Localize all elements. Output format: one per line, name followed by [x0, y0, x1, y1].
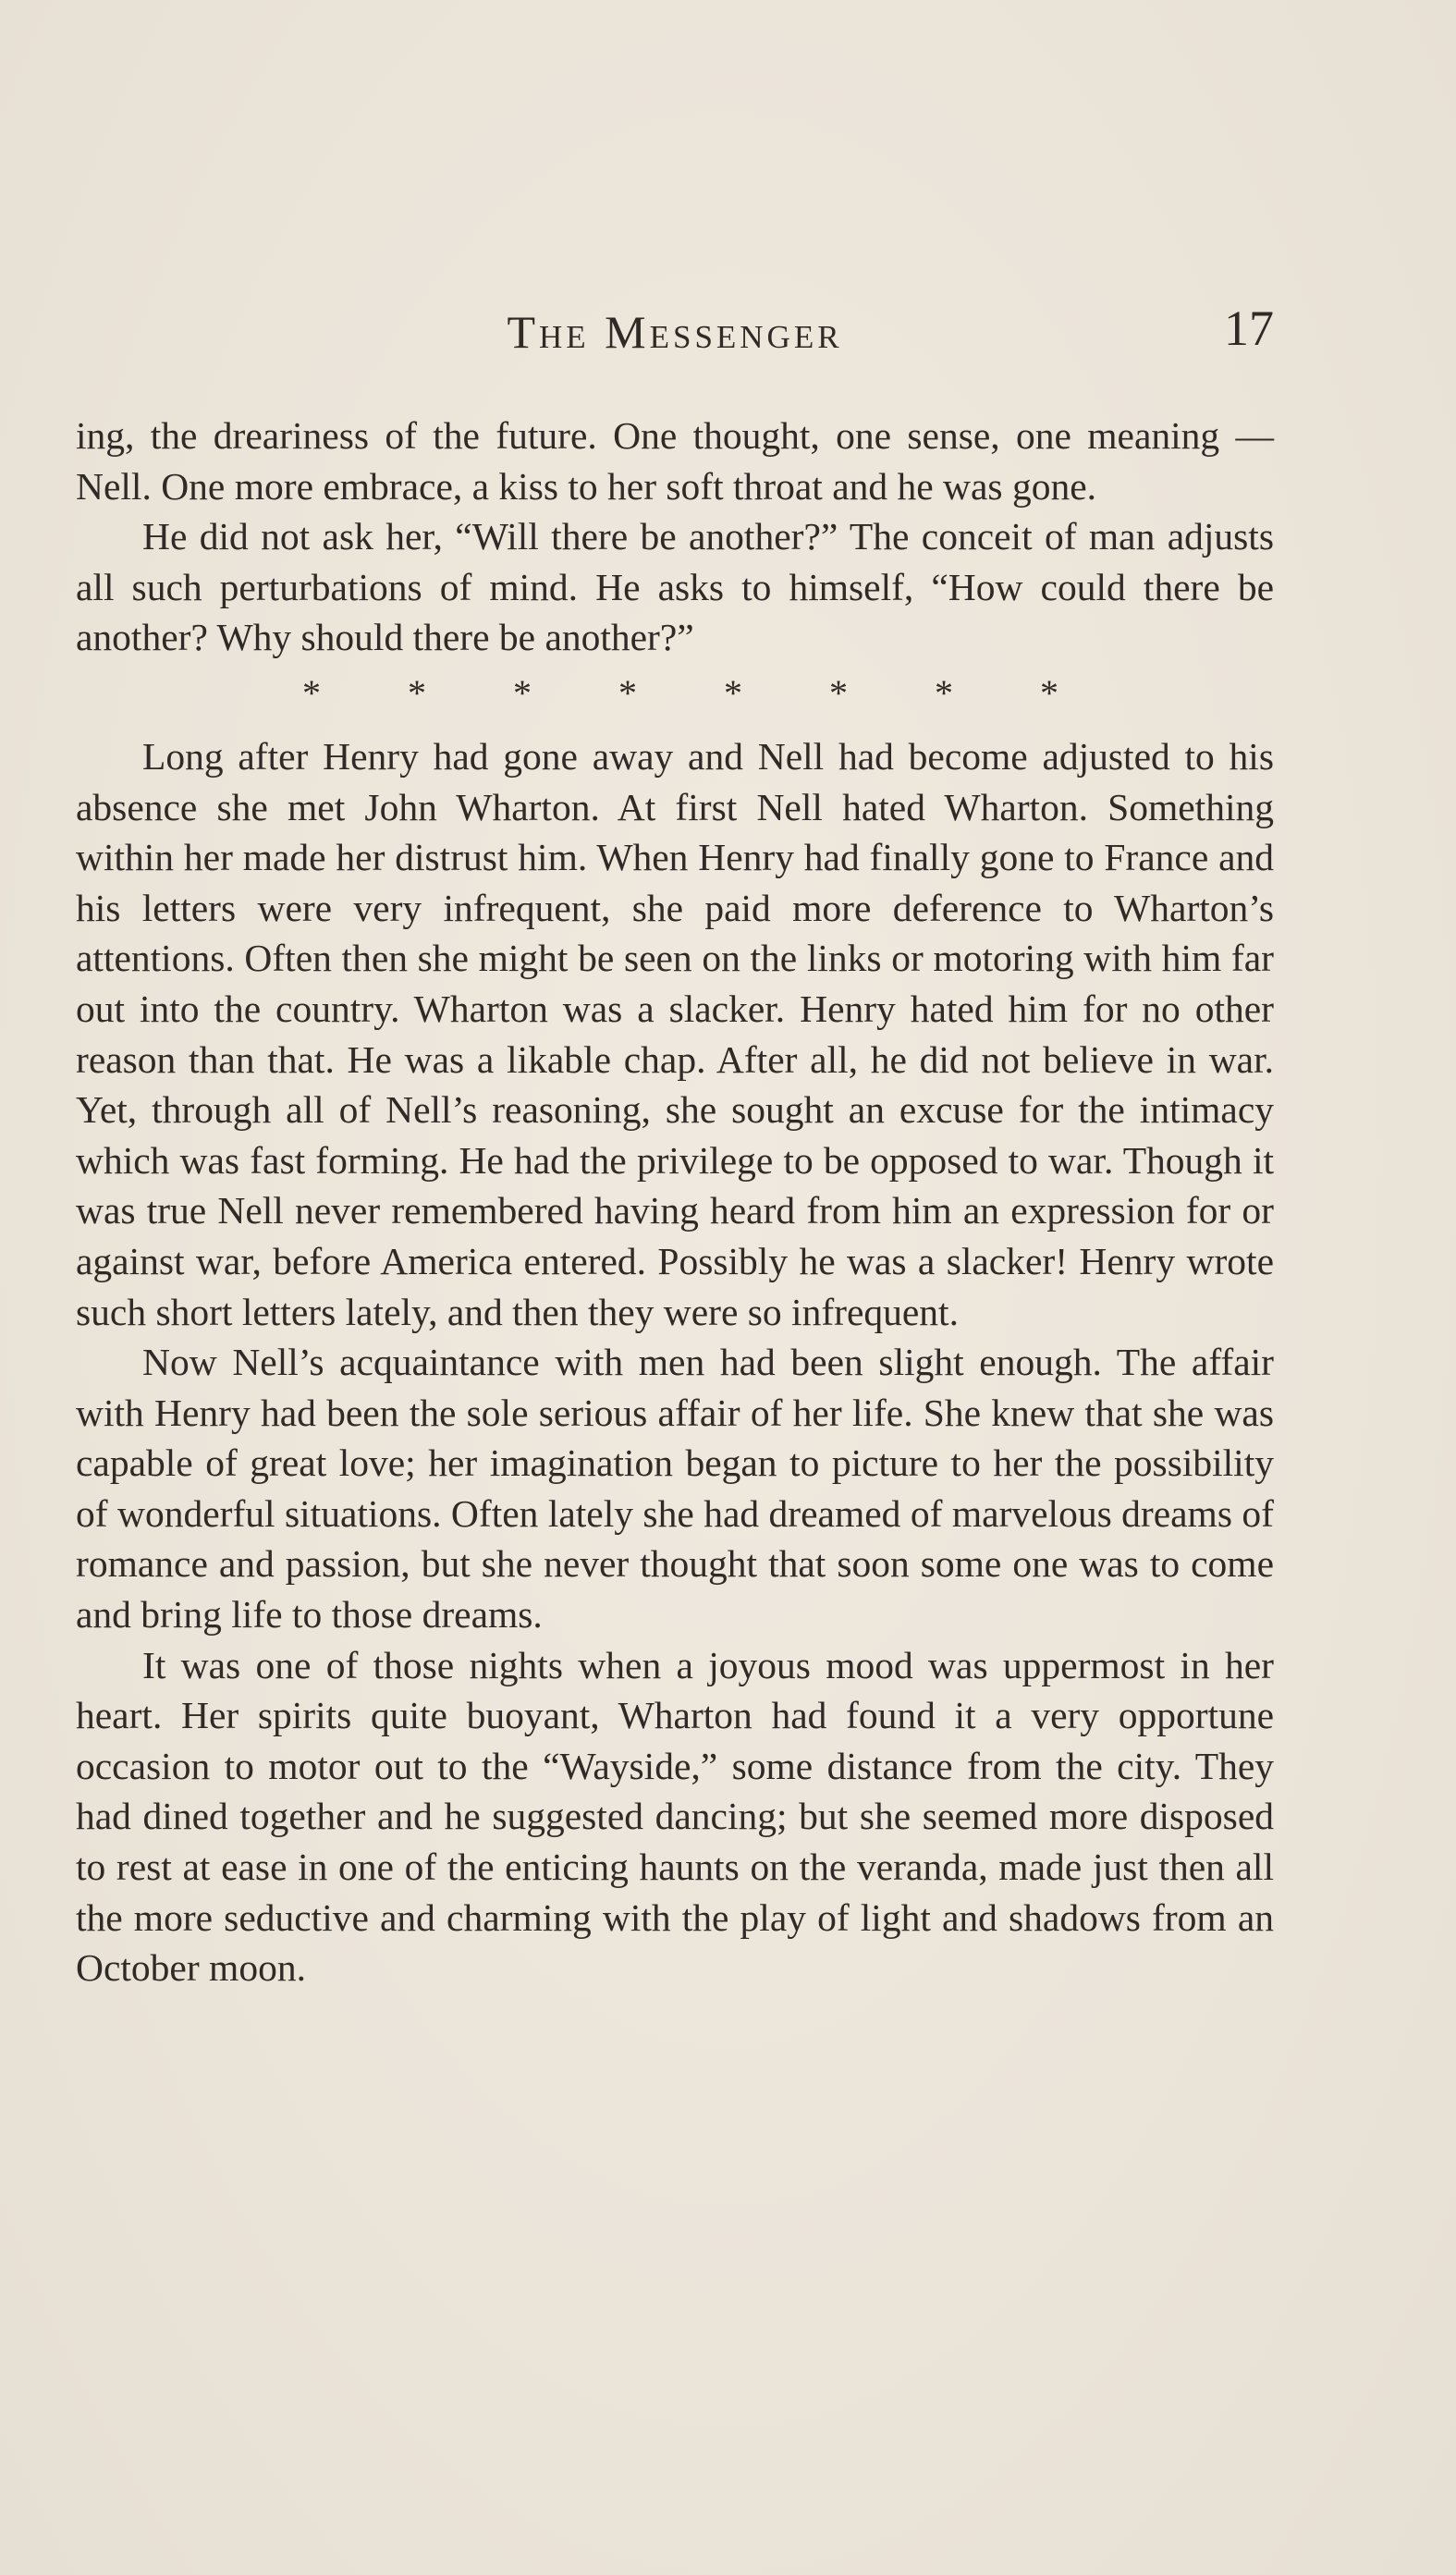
paragraph: He did not ask her, “Will there be another?” The conceit of man adjusts all such perturbations of mind. He asks to himself, “How could there be another? Why should there be another?”	[76, 515, 1274, 659]
running-title: The Messenger	[507, 306, 843, 358]
page-number: 17	[1224, 300, 1274, 356]
paragraph: Long after Henry had gone away and Nell had become adjusted to his absence she met John Wharton. At first Nell hated Wharton. Something within her made her distrust him. When Henry had finally gone to France and his letters were very infrequent, she paid more deference to Wharton’s attentions. Often then she might be seen on the links or motoring with him far out into the country. Wharton was a slacker. Henry hated him for no other reason than that. He was a likable chap. After all, he did not believe in war. Yet, through all of Nell’s reasoning, she sought an excuse for the intimacy which was fast forming. He had the privilege to be opposed to war. Though it was true Nell never remembered having heard from him an expression for or against war, before America entered. Possibly he was a slacker! Henry wrote such short letters lately, and then they were so infrequent.	[76, 734, 1274, 1333]
asterisk: *	[408, 671, 426, 714]
asterisk: *	[302, 671, 321, 714]
asterisk: *	[724, 671, 742, 714]
body-text	[76, 411, 1274, 1993]
paragraph-continuation: ing, the dreariness of the future. One thought, one sense, one meaning — Nell. One more embrace, a kiss to her soft throat and he was gone.	[76, 414, 1274, 508]
asterisk: *	[935, 671, 953, 714]
running-head	[76, 300, 1274, 370]
paragraph: Now Nell’s acquaintance with men had been slight enough. The affair with Henry had been the sole serious affair of her life. She knew that she was capable of great love; her imagination began to picture to her the possibility of wonderful situations. Often lately she had dreamed of marvelous dreams of romance and passion, but she never thought that soon some one was to come and bring life to those dreams.	[76, 1341, 1274, 1637]
asterisk: *	[513, 671, 532, 714]
asterisk: *	[618, 671, 637, 714]
section-separator	[76, 668, 1274, 718]
paragraph: It was one of those nights when a joyous mood was uppermost in her heart. Her spirits quite buoyant, Wharton had found it a very opportune occasion to motor out to the “Wayside,” some distance from the city. They had dined together and he suggested dancing; but she seemed more disposed to rest at ease in one of the enticing haunts on the veranda, made just then all the more seductive and charming with the play of light and shadows from an October moon.	[76, 1643, 1274, 1990]
asterisk: *	[829, 671, 848, 714]
asterisk: *	[1040, 671, 1058, 714]
